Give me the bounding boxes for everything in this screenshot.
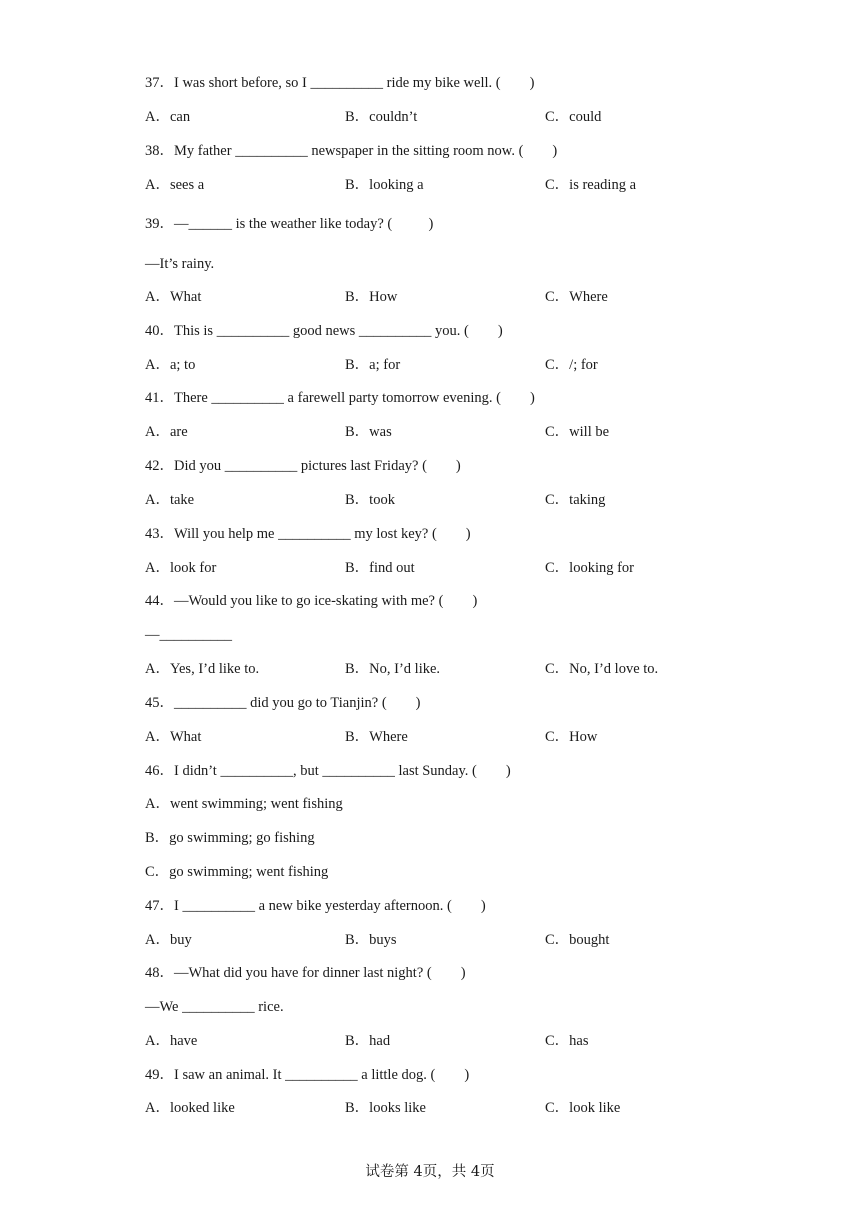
question-37-option-a: A．can bbox=[145, 109, 191, 125]
question-45-option-c: C．How bbox=[545, 729, 598, 745]
question-47-option-c: C．bought bbox=[545, 932, 610, 948]
question-41-option-b: B．was bbox=[345, 424, 392, 440]
question-42-option-b: B．took bbox=[345, 492, 395, 508]
question-49-option-a: A．looked like bbox=[145, 1100, 235, 1116]
question-38-option-c: C．is reading a bbox=[545, 177, 637, 193]
question-44-reply: —__________ bbox=[145, 627, 232, 643]
question-44-option-a: A．Yes, I’d like to. bbox=[145, 661, 260, 677]
question-37-option-b: B．couldn’t bbox=[345, 109, 418, 125]
question-41-stem: 41．There __________ a farewell party tomorrow evening. ( ) bbox=[145, 390, 535, 406]
question-40-option-a: A．a; to bbox=[145, 357, 196, 373]
question-46-stem: 46．I didn’t __________, but __________ last Sunday. ( ) bbox=[145, 763, 511, 779]
question-48-option-c: C．has bbox=[545, 1033, 589, 1049]
question-43-option-a: A．look for bbox=[145, 560, 217, 576]
question-41-option-c: C．will be bbox=[545, 424, 610, 440]
question-47-option-a: A．buy bbox=[145, 932, 192, 948]
question-48-option-b: B．had bbox=[345, 1033, 391, 1049]
question-49-stem: 49．I saw an animal. It __________ a little dog. ( ) bbox=[145, 1067, 470, 1083]
question-42-option-a: A．take bbox=[145, 492, 195, 508]
question-45-stem: 45．__________ did you go to Tianjin? ( ) bbox=[145, 695, 421, 711]
question-44-option-c: C．No, I’d love to. bbox=[545, 661, 659, 677]
question-48-reply: —We __________ rice. bbox=[145, 999, 284, 1015]
question-47-stem: 47．I __________ a new bike yesterday afternoon. ( ) bbox=[145, 898, 486, 914]
question-42-stem: 42．Did you __________ pictures last Friday? ( ) bbox=[145, 458, 461, 474]
question-48-option-a: A．have bbox=[145, 1033, 198, 1049]
question-46-option-c: C．go swimming; went fishing bbox=[145, 864, 329, 880]
question-46-option-b: B．go swimming; go fishing bbox=[145, 830, 315, 846]
question-39-stem: 39．—______ is the weather like today? ( ) bbox=[145, 216, 434, 232]
question-40-option-b: B．a; for bbox=[345, 357, 401, 373]
question-42-option-c: C．taking bbox=[545, 492, 606, 508]
question-43-option-c: C．looking for bbox=[545, 560, 635, 576]
question-48-stem: 48．—What did you have for dinner last night? ( ) bbox=[145, 965, 466, 981]
page-footer: 试卷第 4页，共 4页 bbox=[365, 1164, 495, 1180]
question-39-option-b: B．How bbox=[345, 289, 398, 305]
question-39-option-a: A．What bbox=[145, 289, 202, 305]
question-38-option-a: A．sees a bbox=[145, 177, 205, 193]
question-38-stem: 38．My father __________ newspaper in the sitting room now. ( ) bbox=[145, 143, 558, 159]
question-39-option-c: C．Where bbox=[545, 289, 608, 305]
question-41-option-a: A．are bbox=[145, 424, 188, 440]
question-43-stem: 43．Will you help me __________ my lost key? ( ) bbox=[145, 526, 471, 542]
question-44-option-b: B．No, I’d like. bbox=[345, 661, 441, 677]
question-44-stem: 44．—Would you like to go ice-skating with me? ( ) bbox=[145, 593, 478, 609]
question-39-reply: —It’s rainy. bbox=[145, 256, 215, 272]
question-38-option-b: B．looking a bbox=[345, 177, 424, 193]
question-40-stem: 40．This is __________ good news __________ you. ( ) bbox=[145, 323, 503, 339]
question-45-option-b: B．Where bbox=[345, 729, 408, 745]
question-37-stem: 37．I was short before, so I __________ ride my bike well. ( ) bbox=[145, 75, 535, 91]
question-46-option-a: A．went swimming; went fishing bbox=[145, 796, 343, 812]
question-49-option-b: B．looks like bbox=[345, 1100, 426, 1116]
question-47-option-b: B．buys bbox=[345, 932, 397, 948]
question-45-option-a: A．What bbox=[145, 729, 202, 745]
question-43-option-b: B．find out bbox=[345, 560, 415, 576]
question-49-option-c: C．look like bbox=[545, 1100, 621, 1116]
question-37-option-c: C．could bbox=[545, 109, 602, 125]
question-40-option-c: C．/; for bbox=[545, 357, 598, 373]
